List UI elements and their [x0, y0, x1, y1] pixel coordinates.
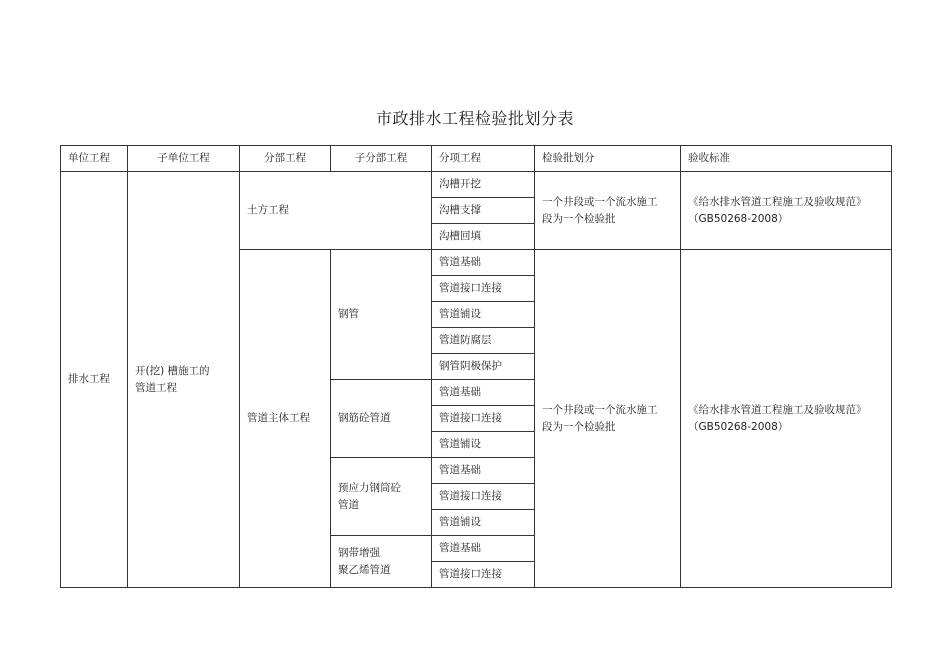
item-cell: 钢管阴极保护: [432, 354, 535, 380]
item-cell: 沟槽开挖: [432, 172, 535, 198]
sub-division-cell: 钢带增强 聚乙烯管道: [331, 536, 432, 588]
batch-division-cell: 一个井段或一个流水施工 段为一个检验批: [535, 250, 681, 588]
item-cell: 管道接口连接: [432, 484, 535, 510]
unit-project-cell: 排水工程: [61, 172, 128, 588]
header-division: 分部工程: [240, 146, 331, 172]
item-cell: 管道接口连接: [432, 562, 535, 588]
item-cell: 管道接口连接: [432, 406, 535, 432]
header-sub-unit-project: 子单位工程: [128, 146, 240, 172]
division-pipe-main-cell: 管道主体工程: [240, 250, 331, 588]
inspection-batch-table: [60, 145, 892, 588]
item-cell: 管道基础: [432, 536, 535, 562]
acceptance-standard-cell: 《给水排水管道工程施工及验收规范》 （GB50268-2008）: [681, 172, 892, 250]
item-cell: 管道铺设: [432, 432, 535, 458]
item-cell: 管道铺设: [432, 302, 535, 328]
table-row: [61, 172, 892, 198]
batch-division-cell: 一个井段或一个流水施工 段为一个检验批: [535, 172, 681, 250]
item-cell: 管道基础: [432, 380, 535, 406]
item-cell: 沟槽回填: [432, 224, 535, 250]
sub-division-cell: 预应力钢筒砼 管道: [331, 458, 432, 536]
sub-division-cell: 钢管: [331, 250, 432, 380]
item-cell: 管道铺设: [432, 510, 535, 536]
division-earthwork-cell: 土方工程: [240, 172, 432, 250]
table-header-row: [61, 146, 892, 172]
header-batch-division: 检验批划分: [535, 146, 681, 172]
header-acceptance-standard: 验收标准: [681, 146, 892, 172]
item-cell: 管道基础: [432, 458, 535, 484]
header-sub-division: 子分部工程: [331, 146, 432, 172]
item-cell: 管道防腐层: [432, 328, 535, 354]
page-title: 市政排水工程检验批划分表: [375, 109, 574, 128]
sub-division-cell: 钢筋砼管道: [331, 380, 432, 458]
sub-unit-project-cell: 开(挖) 槽施工的 管道工程: [128, 172, 240, 588]
acceptance-standard-cell: 《给水排水管道工程施工及验收规范》 （GB50268-2008）: [681, 250, 892, 588]
item-cell: 管道基础: [432, 250, 535, 276]
header-item: 分项工程: [432, 146, 535, 172]
item-cell: 管道接口连接: [432, 276, 535, 302]
header-unit-project: 单位工程: [61, 146, 128, 172]
item-cell: 沟槽支撑: [432, 198, 535, 224]
